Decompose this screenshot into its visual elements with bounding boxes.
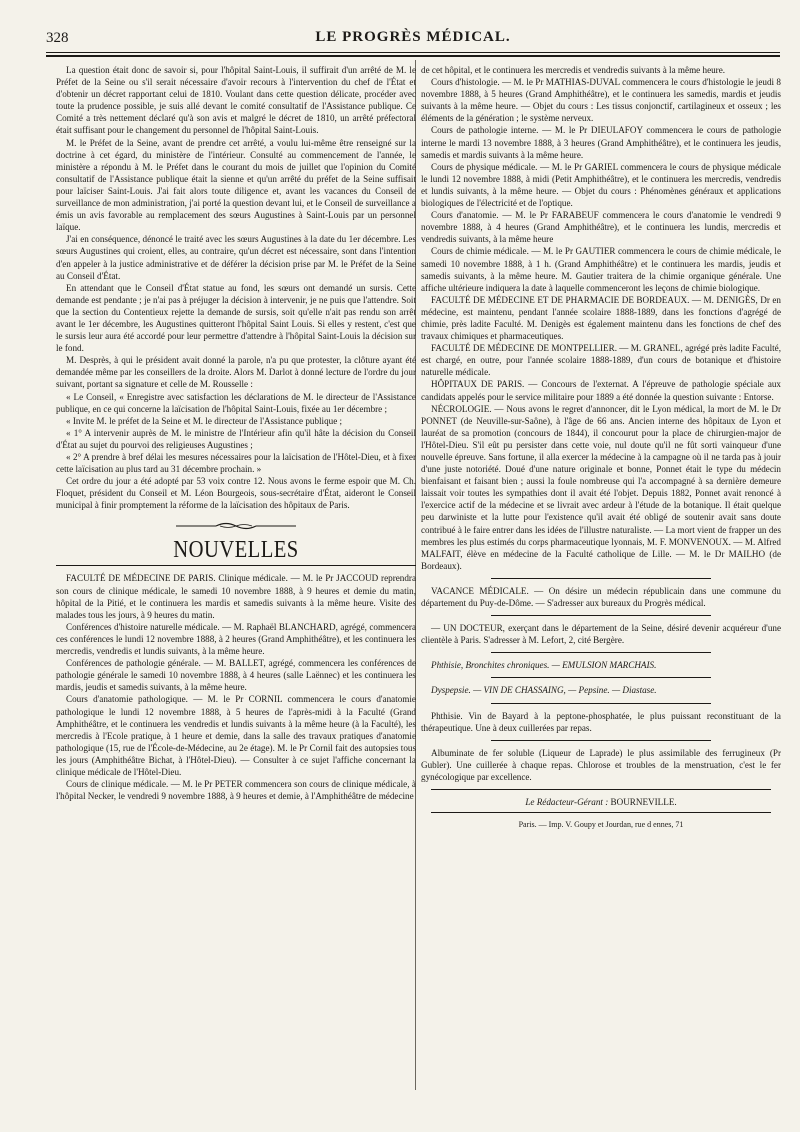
advertisement: Albuminate de fer soluble (Liqueur de Laprade) le plus assimilable des ferrugineux (Pr Gubler). Une cuillerée à chaque repas. Chlorose et troubles de la menstruation, c'est le fer gynécologique par excellence. — [421, 747, 781, 782]
separator-rule — [491, 703, 711, 704]
page-number: 328 — [46, 30, 69, 46]
news-item: Cours de clinique médicale. — M. le Pr PETER commencera son cours de clinique médicale, à l'hôpital Necker, le vendredi 9 novembre 1888, à 9 heures et demie, à l'Amphithéâtre de médecine — [56, 779, 416, 802]
news-item: FACULTÉ DE MÉDECINE ET DE PHARMACIE DE BORDEAUX. — M. DENIGÈS, Dr en médecine, est maintenu, pendant l'année scolaire 1888-1889, dans les fonctions d'agrégé de chimie, près ladite Faculté. M. Denigès est également maintenu dans les fonctions de chef des travaux chimiques et pharmaceutiques. — [421, 294, 781, 342]
advertisement: Dyspepsie. — VIN DE CHASSAING, — Pepsine. — Diastase. — [431, 685, 657, 696]
resolution-quote: « Invite M. le préfet de la Seine et M. le directeur de l'Assistance publique ; — [66, 415, 343, 426]
separator-rule — [491, 615, 711, 616]
news-item: FACULTÉ DE MÉDECINE DE PARIS. Clinique médicale. — M. le Pr JACCOUD reprendra son cours de clinique médicale, le samedi 10 novembre 1888, à 9 heures et demie du matin, hôpital de la Pitié, et le continuera les mardis et samedis suivants à la même heure. Visite des malades tous les jours, à 9 heures du matin. — [56, 573, 416, 620]
ornament-divider — [56, 521, 416, 531]
journal-title: LE PROGRÈS MÉDICAL. — [315, 29, 511, 45]
right-column — [421, 64, 781, 831]
news-item: Cours d'anatomie. — M. le Pr FARABEUF commencera le cours d'anatomie le vendredi 9 novembre 1888, à 4 heures (Grand Amphithéâtre), et le continuera les lundis, mercredis et vendredis suivants, à la même heure — [421, 210, 781, 245]
signature-name: BOURNEVILLE. — [610, 796, 677, 807]
news-item: Cours d'anatomie pathologique. — M. le Pr CORNIL commencera le cours d'anatomie pathologique le lundi 12 novembre 1888, à 5 heures de l'après-midi à la Faculté (Grand Amphithéâtre, et le continuera les vendredis et lundis suivants à la même heure (à la Faculté), les mercredis à l'Ecole pratique, à 1 heure et demie, dans la salle des travaux pratiques d'anatomie pathologique (15, rue de l'École-de-Médecine, au 2e étage). M. le Pr Cornil fait des autopsies tous les jours (Amphithéâtre Bichat, à l'Hôtel-Dieu). — Consulter à ce sujet l'affiche concernant la clinique médicale de l'Hôtel-Dieu. — [56, 694, 416, 777]
news-item: Cours de chimie médicale. — M. le Pr GAUTIER commencera le cours de chimie médicale, le samedi 10 novembre 1888, à 1 h. (Grand Amphithéâtre) et le continuera les mardis, jeudis et samedis suivants, à la même heure. M. Gautier traitera de la chimie organique générale. Une affiche ultérieure indiquera la date à laquelle commenceront les leçons de chimie biologique. — [421, 246, 781, 293]
article-paragraph: Cet ordre du jour a été adopté par 53 voix contre 12. Nous avons le ferme espoir que M. Ch. Floquet, président du Conseil et M. Léon Bourgeois, sous-secrétaire d'État, aideront le Conseil municipal à finir promptement la réforme de la laïcisation des hôpitaux de Paris. — [56, 476, 416, 511]
section-rule — [56, 565, 416, 566]
news-item: Cours de pathologie interne. — M. le Pr DIEULAFOY commencera le cours de pathologie interne le mardi 13 novembre 1888, à 3 heures (Grand Amphithéâtre), et le continuera les jeudis, samedis et mardis suivants à la même heure. — [421, 125, 781, 160]
news-item: FACULTÉ DE MÉDECINE DE MONTPELLIER. — M. GRANEL, agrégé près ladite Faculté, est chargé, en outre, pour l'année scolaire 1888-1889, d'un cours de botanique et d'histoire naturelle médicale. — [421, 343, 781, 378]
advertisement: Phthisie, Bronchites chroniques. — EMULSION MARCHAIS. — [431, 660, 657, 671]
news-item: HÔPITAUX DE PARIS. — Concours de l'externat. A l'épreuve de pathologie spéciale aux candidats appelés pour le service militaire pour 1889 a été donnée la question suivante : Entorse. — [421, 379, 781, 402]
article-paragraph: J'ai en conséquence, dénoncé le traité avec les sœurs Augustines à la date du 1er décembre. Les sœurs Augustines qui croient, elles, au contraire, qu'un décret est nécessaire, sont dans l'intention d'en appeler à la justice administrative et de déférer la décision prise par M. le Préfet de la Seine au Conseil d'État. — [56, 234, 416, 281]
separator-rule — [491, 652, 711, 653]
section-title: NOUVELLES — [173, 537, 299, 564]
separator-rule — [491, 578, 711, 579]
obituary-item: NÉCROLOGIE. — Nous avons le regret d'annoncer, dit le Lyon médical, la mort de M. le Dr PONNET (de Neuville-sur-Saône), à l'âge de 66 ans. Ancien interne des hôpitaux de Lyon et lauréat de sa promotion (concours de 1844), il concourut pour la place de chirurgien-major de l'Hôtel-Dieu. S'il eût pu persister dans cette voie, nul doute qu'il ne fût sorti vainqueur d'une nouvelle épreuve. Sans fortune, il alla exercer la médecine à la campagne où il ne tarda pas à jouir d'une juste notoriété. Doué d'une nature originale et bonne, Ponnet était le type du médecin bienfaisant et faisant bien ; aussi la foule nombreuse qui l'a accompagné à sa dernière demeure laissait voir toutes les sympathies dont il avait été l'objet. Depuis 1882, Ponnet avait renoncé à l'exercice actif de la médecine et se livrait avec ardeur à l'étude de la botanique. Il était quelque peu darwiniste et la lutte pour l'existence qu'il avait été obligé de soutenir avait sans doute contribué à le faire entrer dans les idées de l'illustre naturaliste. — La mort vient de frapper un des membres les plus estimés du corps pharmaceutique lyonnais, M. F. MONVENOUX. — M. Alfred MALFAIT, élève en médecine de la Faculté catholique de Lille. — M. le Dr MAILHO (de Bordeaux). — [421, 403, 781, 571]
separator-rule — [431, 789, 771, 790]
news-item: Cours d'histologie. — M. le Pr MATHIAS-DUVAL commencera le cours d'histologie le jeudi 8 novembre 1888, à 5 heures (Grand Amphithéâtre), et le continuera les samedis, mardis et jeudis suivants à la même heure. — Objet du cours : Les tissus conjonctif, cartilagineux et osseux ; les éléments de la génération ; le système nerveux. — [421, 77, 781, 124]
article-paragraph: En attendant que le Conseil d'État statue au fond, les sœurs ont demandé un sursis. Cette demande est pendante ; je n'ai pas à préjuger la décision à intervenir, je ne puis que l'attendre. Soit que la section du Contentieux rejette la demande de sursis, soit qu'elle n'ait pas rendu son arrêt avant le 1er décembre, les Augustines quitteront l'hôpital Saint Louis. Si elles y restent, c'est que le sursis leur aura été accordé pour leur permettre d'attendre à l'hôpital Saint-Louis la décision sur le fond. — [56, 282, 416, 354]
news-item: de cet hôpital, et le continuera les mercredis et vendredis suivants à la même heure. — [421, 65, 726, 75]
signature-label: Le Rédacteur-Gérant : — [525, 796, 609, 807]
classified-item: VACANCE MÉDICALE. — On désire un médecin républicain dans une commune du département du Puy-de-Dôme. — S'adresser aux bureaux du Progrès médical. — [421, 585, 781, 609]
header-rule — [46, 52, 780, 53]
resolution-quote: « Le Conseil, « Enregistre avec satisfaction les déclarations de M. le directeur de l'Assistance publique, en ce qui concerne la laïcisation de l'hôpital Saint-Louis, fixée au 1er décembre ; — [56, 391, 416, 414]
advertisement: Phthisie. Vin de Bayard à la peptone-phosphatée, le plus puissant reconstituant de la thérapeutique. Une à deux cuillerées par repas. — [421, 710, 781, 733]
news-item: Cours de physique médicale. — M. le Pr GARIEL commencera le cours de physique médicale le lundi 12 novembre 1888, à midi (Petit Amphithéâtre), et le continuera les mercredis, vendredis et lundis suivants, à la même heure. — Objet du cours : Phénomènes généraux et applications biologiques de l'électricité et de l'optique. — [421, 161, 781, 209]
news-item: Conférences d'histoire naturelle médicale. — M. Raphaël BLANCHARD, agrégé, commencera ces conférences le lundi 12 novembre 1888, à 2 heures (Grand Amphithéâtre), et les continuera les mercredis, vendredis et lundis suivants, à la même heure. — [56, 621, 416, 657]
separator-rule — [491, 740, 711, 741]
resolution-quote: « 1° A intervenir auprès de M. le ministre de l'Intérieur afin qu'il hâte la décision du Conseil d'État au sujet du pourvoi des religieuses Augustines ; — [56, 427, 416, 450]
resolution-quote: « 2° A prendre à bref délai les mesures nécessaires pour la laïcisation de l'Hôtel-Dieu, et à fixer cette laïcisation au plus tard au 31 décembre prochain. » — [56, 452, 416, 475]
classified-item: — UN DOCTEUR, exerçant dans le département de la Seine, désiré devenir acquéreur d'une clientèle à Paris. S'adresser à M. Lefort, 2, cité Bergère. — [421, 623, 781, 646]
page-header — [46, 26, 780, 50]
article-paragraph: M. Desprès, à qui le président avait donné la parole, n'a pu que protester, la clôture ayant été demandée même par les conseillers de la droite. Alors M. Darlot à donné lecture de l'ordre du jour suivant, portant sa signature et celle de M. Rousselle : — [56, 355, 416, 390]
separator-rule — [431, 812, 771, 813]
separator-rule — [491, 677, 711, 678]
left-column — [56, 64, 416, 802]
signature-line — [421, 796, 781, 808]
header-rule-thick — [46, 55, 780, 57]
article-paragraph: La question était donc de savoir si, pour l'hôpital Saint-Louis, il suffirait d'un arrêté de M. le Préfet de la Seine ou s'il serait nécessaire d'avoir recours à l'intervention du chef de l'État et d'obtenir un décret rapportant celui de 1810. Voulant dans cette question délicate, procéder avec toute la prudence possible, je suis allé devant le comité consultatif de l'Assistance publique. Ce Comité a très nettement déclaré qu'à son avis et malgré le décret de 1810, un arrêté préfectoral était suffisant pour le changement du personnel de l'hôpital Saint-Louis. — [56, 65, 416, 136]
printer-imprint: Paris. — Imp. V. Goupy et Jourdan, rue d ennes, 71 — [518, 820, 684, 830]
article-paragraph: M. le Préfet de la Seine, avant de prendre cet arrêté, a voulu lui-même être renseigné sur la doctrine à cet égard, du ministère de l'intérieur. Consulté au commencement de l'année, le ministère a répondu à M. le Préfet dans le courant du mois de juillet que l'opinion du Comité consultatif de l'Assistance publique était la sienne et qu'un arrêté du préfet de la Seine suffisait pour laïciser Saint-Louis. J'ai fait alors toute diligence et, avant les vacances du Conseil de surveillance de mon administration, j'ai porté la question devant lui, et le Conseil de surveillance a émis un avis favorable au remplacement des sœurs Augustines à Saint-Louis par un personnel laïque. — [56, 137, 416, 233]
news-item: Conférences de pathologie générale. — M. BALLET, agrégé, commencera les conférences de pathologie générale le samedi 10 novembre 1888, à 4 heures (salle Laënnec) et les continuera les mardis, jeudis et samedis suivants, à la même heure. — [56, 658, 416, 693]
